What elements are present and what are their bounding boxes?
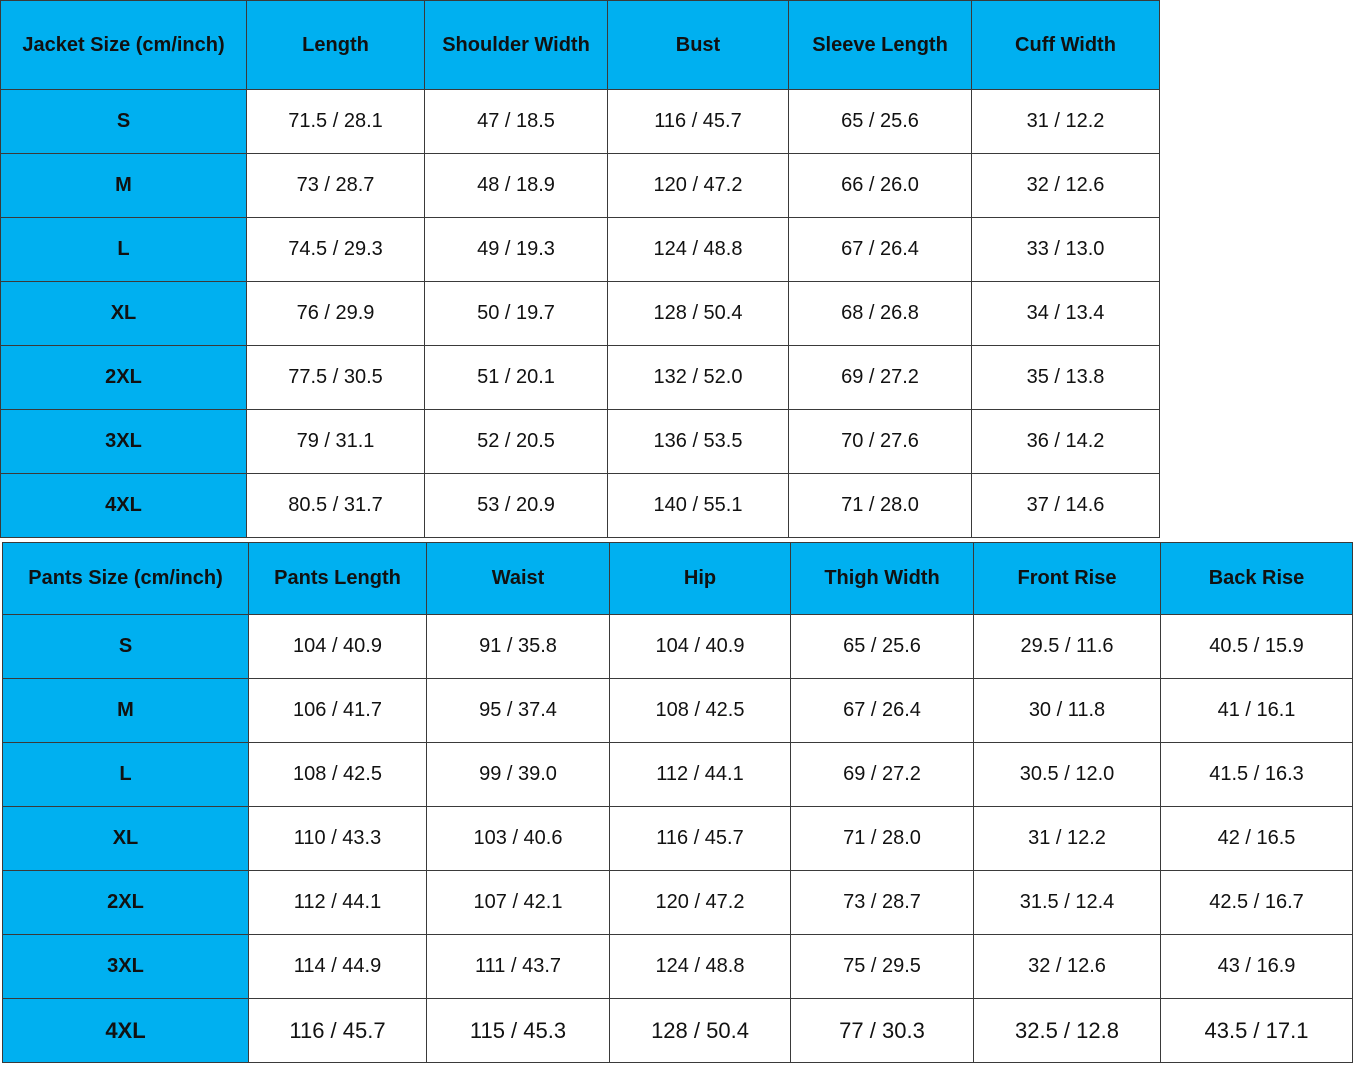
pants-table-row bbox=[3, 999, 1353, 1063]
jacket-size-label: XL bbox=[1, 282, 247, 346]
jacket-measurement-cell: 53 / 20.9 bbox=[425, 474, 608, 538]
jacket-size-label: 4XL bbox=[1, 474, 247, 538]
jacket-measurement-cell: 132 / 52.0 bbox=[608, 346, 789, 410]
pants-table-row bbox=[3, 935, 1353, 999]
pants-size-label: 2XL bbox=[3, 871, 249, 935]
pants-size-label: S bbox=[3, 615, 249, 679]
jacket-header-cell: Sleeve Length bbox=[789, 1, 972, 90]
jacket-measurement-cell: 67 / 26.4 bbox=[789, 218, 972, 282]
pants-size-label: L bbox=[3, 743, 249, 807]
pants-size-table bbox=[2, 542, 1353, 1063]
pants-measurement-cell: 75 / 29.5 bbox=[791, 935, 974, 999]
jacket-measurement-cell: 76 / 29.9 bbox=[247, 282, 425, 346]
jacket-measurement-cell: 79 / 31.1 bbox=[247, 410, 425, 474]
jacket-measurement-cell: 50 / 19.7 bbox=[425, 282, 608, 346]
pants-measurement-cell: 95 / 37.4 bbox=[427, 679, 610, 743]
pants-header-cell: Pants Length bbox=[249, 543, 427, 615]
jacket-measurement-cell: 69 / 27.2 bbox=[789, 346, 972, 410]
pants-measurement-cell: 108 / 42.5 bbox=[249, 743, 427, 807]
jacket-measurement-cell: 35 / 13.8 bbox=[972, 346, 1160, 410]
jacket-header-row bbox=[1, 1, 1160, 90]
pants-measurement-cell: 128 / 50.4 bbox=[610, 999, 791, 1063]
jacket-measurement-cell: 140 / 55.1 bbox=[608, 474, 789, 538]
pants-table-row bbox=[3, 615, 1353, 679]
pants-measurement-cell: 120 / 47.2 bbox=[610, 871, 791, 935]
jacket-header-cell: Length bbox=[247, 1, 425, 90]
jacket-measurement-cell: 48 / 18.9 bbox=[425, 154, 608, 218]
pants-measurement-cell: 65 / 25.6 bbox=[791, 615, 974, 679]
jacket-header-cell: Bust bbox=[608, 1, 789, 90]
pants-measurement-cell: 99 / 39.0 bbox=[427, 743, 610, 807]
pants-measurement-cell: 104 / 40.9 bbox=[610, 615, 791, 679]
jacket-header-cell: Shoulder Width bbox=[425, 1, 608, 90]
pants-measurement-cell: 116 / 45.7 bbox=[610, 807, 791, 871]
pants-measurement-cell: 104 / 40.9 bbox=[249, 615, 427, 679]
pants-measurement-cell: 91 / 35.8 bbox=[427, 615, 610, 679]
pants-measurement-cell: 114 / 44.9 bbox=[249, 935, 427, 999]
jacket-measurement-cell: 74.5 / 29.3 bbox=[247, 218, 425, 282]
jacket-table-row bbox=[1, 346, 1160, 410]
pants-header-cell: Back Rise bbox=[1161, 543, 1353, 615]
pants-size-label: M bbox=[3, 679, 249, 743]
jacket-measurement-cell: 52 / 20.5 bbox=[425, 410, 608, 474]
pants-table-row bbox=[3, 807, 1353, 871]
jacket-table-row bbox=[1, 218, 1160, 282]
jacket-measurement-cell: 71 / 28.0 bbox=[789, 474, 972, 538]
pants-header-cell: Front Rise bbox=[974, 543, 1161, 615]
pants-measurement-cell: 41 / 16.1 bbox=[1161, 679, 1353, 743]
pants-measurement-cell: 71 / 28.0 bbox=[791, 807, 974, 871]
pants-measurement-cell: 31.5 / 12.4 bbox=[974, 871, 1161, 935]
pants-measurement-cell: 40.5 / 15.9 bbox=[1161, 615, 1353, 679]
jacket-measurement-cell: 51 / 20.1 bbox=[425, 346, 608, 410]
jacket-measurement-cell: 80.5 / 31.7 bbox=[247, 474, 425, 538]
pants-measurement-cell: 111 / 43.7 bbox=[427, 935, 610, 999]
jacket-measurement-cell: 120 / 47.2 bbox=[608, 154, 789, 218]
jacket-measurement-cell: 66 / 26.0 bbox=[789, 154, 972, 218]
pants-size-label: 4XL bbox=[3, 999, 249, 1063]
pants-table-row bbox=[3, 743, 1353, 807]
pants-measurement-cell: 30.5 / 12.0 bbox=[974, 743, 1161, 807]
pants-measurement-cell: 41.5 / 16.3 bbox=[1161, 743, 1353, 807]
jacket-measurement-cell: 31 / 12.2 bbox=[972, 90, 1160, 154]
pants-size-label: 3XL bbox=[3, 935, 249, 999]
jacket-measurement-cell: 124 / 48.8 bbox=[608, 218, 789, 282]
pants-measurement-cell: 112 / 44.1 bbox=[610, 743, 791, 807]
jacket-table-row bbox=[1, 474, 1160, 538]
jacket-measurement-cell: 136 / 53.5 bbox=[608, 410, 789, 474]
pants-measurement-cell: 107 / 42.1 bbox=[427, 871, 610, 935]
jacket-measurement-cell: 70 / 27.6 bbox=[789, 410, 972, 474]
jacket-measurement-cell: 36 / 14.2 bbox=[972, 410, 1160, 474]
pants-measurement-cell: 77 / 30.3 bbox=[791, 999, 974, 1063]
pants-measurement-cell: 73 / 28.7 bbox=[791, 871, 974, 935]
jacket-measurement-cell: 34 / 13.4 bbox=[972, 282, 1160, 346]
pants-header-cell: Waist bbox=[427, 543, 610, 615]
pants-measurement-cell: 67 / 26.4 bbox=[791, 679, 974, 743]
pants-measurement-cell: 108 / 42.5 bbox=[610, 679, 791, 743]
pants-measurement-cell: 112 / 44.1 bbox=[249, 871, 427, 935]
pants-header-cell: Thigh Width bbox=[791, 543, 974, 615]
jacket-table-row bbox=[1, 410, 1160, 474]
pants-measurement-cell: 69 / 27.2 bbox=[791, 743, 974, 807]
jacket-measurement-cell: 128 / 50.4 bbox=[608, 282, 789, 346]
jacket-measurement-cell: 37 / 14.6 bbox=[972, 474, 1160, 538]
pants-header-row bbox=[3, 543, 1353, 615]
jacket-measurement-cell: 73 / 28.7 bbox=[247, 154, 425, 218]
jacket-size-label: 3XL bbox=[1, 410, 247, 474]
jacket-size-label: L bbox=[1, 218, 247, 282]
pants-measurement-cell: 29.5 / 11.6 bbox=[974, 615, 1161, 679]
jacket-size-label: S bbox=[1, 90, 247, 154]
pants-measurement-cell: 115 / 45.3 bbox=[427, 999, 610, 1063]
jacket-size-table bbox=[0, 0, 1160, 538]
pants-measurement-cell: 32 / 12.6 bbox=[974, 935, 1161, 999]
jacket-measurement-cell: 71.5 / 28.1 bbox=[247, 90, 425, 154]
jacket-table-body bbox=[1, 1, 1160, 538]
pants-measurement-cell: 106 / 41.7 bbox=[249, 679, 427, 743]
pants-measurement-cell: 124 / 48.8 bbox=[610, 935, 791, 999]
jacket-measurement-cell: 32 / 12.6 bbox=[972, 154, 1160, 218]
pants-measurement-cell: 110 / 43.3 bbox=[249, 807, 427, 871]
jacket-table-row bbox=[1, 90, 1160, 154]
jacket-measurement-cell: 49 / 19.3 bbox=[425, 218, 608, 282]
pants-table-body bbox=[3, 543, 1353, 1063]
jacket-size-label: 2XL bbox=[1, 346, 247, 410]
jacket-header-cell: Cuff Width bbox=[972, 1, 1160, 90]
jacket-measurement-cell: 68 / 26.8 bbox=[789, 282, 972, 346]
pants-table-row bbox=[3, 679, 1353, 743]
pants-measurement-cell: 43 / 16.9 bbox=[1161, 935, 1353, 999]
jacket-measurement-cell: 47 / 18.5 bbox=[425, 90, 608, 154]
pants-size-label: XL bbox=[3, 807, 249, 871]
pants-header-cell: Pants Size (cm/inch) bbox=[3, 543, 249, 615]
jacket-table-row bbox=[1, 282, 1160, 346]
pants-measurement-cell: 116 / 45.7 bbox=[249, 999, 427, 1063]
pants-header-cell: Hip bbox=[610, 543, 791, 615]
jacket-table-row bbox=[1, 154, 1160, 218]
pants-measurement-cell: 42 / 16.5 bbox=[1161, 807, 1353, 871]
pants-measurement-cell: 43.5 / 17.1 bbox=[1161, 999, 1353, 1063]
jacket-header-cell: Jacket Size (cm/inch) bbox=[1, 1, 247, 90]
pants-measurement-cell: 31 / 12.2 bbox=[974, 807, 1161, 871]
pants-measurement-cell: 30 / 11.8 bbox=[974, 679, 1161, 743]
jacket-measurement-cell: 33 / 13.0 bbox=[972, 218, 1160, 282]
pants-measurement-cell: 42.5 / 16.7 bbox=[1161, 871, 1353, 935]
jacket-measurement-cell: 116 / 45.7 bbox=[608, 90, 789, 154]
jacket-measurement-cell: 77.5 / 30.5 bbox=[247, 346, 425, 410]
jacket-size-label: M bbox=[1, 154, 247, 218]
jacket-measurement-cell: 65 / 25.6 bbox=[789, 90, 972, 154]
pants-measurement-cell: 32.5 / 12.8 bbox=[974, 999, 1161, 1063]
pants-measurement-cell: 103 / 40.6 bbox=[427, 807, 610, 871]
pants-table-row bbox=[3, 871, 1353, 935]
